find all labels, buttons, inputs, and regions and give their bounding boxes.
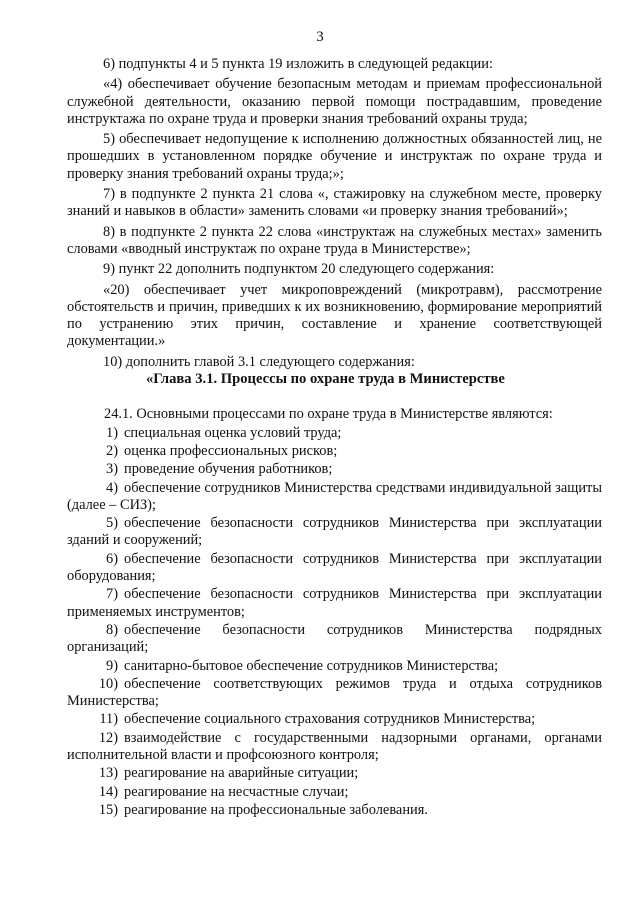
list-intro: 24.1. Основными процессами по охране труда в Министерстве являются: — [104, 406, 553, 423]
list-item-text: обеспечение безопасности сотрудников Министерства при эксплуатации применяемых инструментов; — [67, 586, 602, 620]
list-item-number: 4) — [106, 479, 118, 496]
list-item — [67, 784, 602, 801]
list-item-text: взаимодействие с государственными надзорными органами, органами исполнительной власти и профсоюзного контроля; — [67, 729, 602, 763]
list-item-text: реагирование на профессиональные заболевания. — [124, 801, 428, 818]
list-item-number: 9) — [106, 657, 118, 674]
page-number: 3 — [316, 29, 324, 45]
list-item-text: оценка профессиональных рисков; — [124, 442, 338, 459]
list-item-text: обеспечение безопасности сотрудников Министерства подрядных организаций; — [67, 621, 602, 656]
list-item-text: обеспечение безопасности сотрудников Министерства при эксплуатации зданий и сооружений; — [67, 515, 602, 549]
list-item — [67, 622, 602, 657]
paragraph-8: 8) в подпункте 2 пункта 22 слова «инструктаж на служебных местах» заменить словами «вводный инструктаж по охране труда в Министерстве»; — [67, 223, 602, 257]
list-item — [67, 425, 602, 442]
list-item-number: 15) — [98, 801, 118, 818]
document-body — [67, 56, 602, 820]
section-spacer — [67, 388, 602, 406]
paragraph-10: 10) дополнить главой 3.1 следующего содержания: — [103, 353, 415, 370]
list-item-text: обеспечение безопасности сотрудников Министерства при эксплуатации оборудования; — [67, 550, 602, 585]
list-item-text: специальная оценка условий труда; — [124, 424, 342, 441]
list-item — [67, 443, 602, 460]
list-item — [67, 551, 602, 586]
list-item-number: 5) — [106, 515, 118, 532]
list-item-number: 12) — [98, 729, 118, 746]
list-item-text: санитарно-бытовое обеспечение сотрудников Министерства; — [124, 657, 499, 674]
paragraph-6-subitem-4: «4) обеспечивает обучение безопасным методам и приемам профессиональной служебной деятельности, оказанию первой помощи пострадавшим, проведение инструктажа по охране труда и проверки знания требований охраны труда; — [67, 76, 602, 127]
paragraph-9-subitem-20: «20) обеспечивает учет микроповреждений (микротравм), рассмотрение обстоятельств и причин, приведших к их возникновению, формирование мероприятий по устранению этих причин, составление и хранение соответствующей документации.» — [67, 281, 602, 350]
list-item-number: 1) — [106, 424, 118, 441]
list-item — [67, 765, 602, 782]
list-item-number: 13) — [98, 765, 118, 782]
list-item — [67, 676, 602, 711]
list-item-number: 8) — [106, 621, 118, 638]
list-item — [67, 586, 602, 621]
list-item — [67, 461, 602, 478]
chapter-title: «Глава 3.1. Процессы по охране труда в Министерстве — [146, 371, 505, 388]
list-item-number: 7) — [106, 586, 118, 603]
paragraph-9: 9) пункт 22 дополнить подпунктом 20 следующего содержания: — [103, 261, 495, 278]
paragraph-6-subitem-5: 5) обеспечивает недопущение к исполнению должностных обязанностей лиц, не прошедших в установленном порядке обучение и инструктаж по охране труда и проверку знания требований охраны труда;»; — [67, 131, 602, 182]
paragraph-6: 6) подпункты 4 и 5 пункта 19 изложить в следующей редакции: — [103, 56, 493, 72]
list-item-text: обеспечение сотрудников Министерства средствами индивидуальной защиты (далее – СИЗ); — [67, 479, 602, 513]
list-item — [67, 802, 602, 819]
list-item-number: 10) — [98, 675, 118, 692]
paragraph-7: 7) в подпункте 2 пункта 21 слова «, стажировку на служебном месте, проверку знаний и навыков в области» заменить словами «и проверку знания требований»; — [67, 186, 602, 220]
list-item — [67, 658, 602, 675]
list-item-number: 6) — [106, 550, 118, 567]
list-item — [67, 515, 602, 550]
list-item-number: 3) — [106, 461, 118, 478]
list-item-text: обеспечение социального страхования сотрудников Министерства; — [124, 711, 536, 728]
list-item-number: 14) — [98, 783, 118, 800]
list-item — [67, 730, 602, 765]
list-item-text: проведение обучения работников; — [124, 461, 333, 478]
list-item-text: обеспечение соответствующих режимов труда и отдыха сотрудников Министерства; — [67, 675, 602, 710]
list-item — [67, 711, 602, 728]
list-item — [67, 480, 602, 515]
list-item-number: 2) — [106, 442, 118, 459]
list-item-text: реагирование на аварийные ситуации; — [124, 765, 359, 782]
list-item-number: 11) — [99, 711, 118, 728]
list-item-text: реагирование на несчастные случаи; — [124, 783, 349, 800]
